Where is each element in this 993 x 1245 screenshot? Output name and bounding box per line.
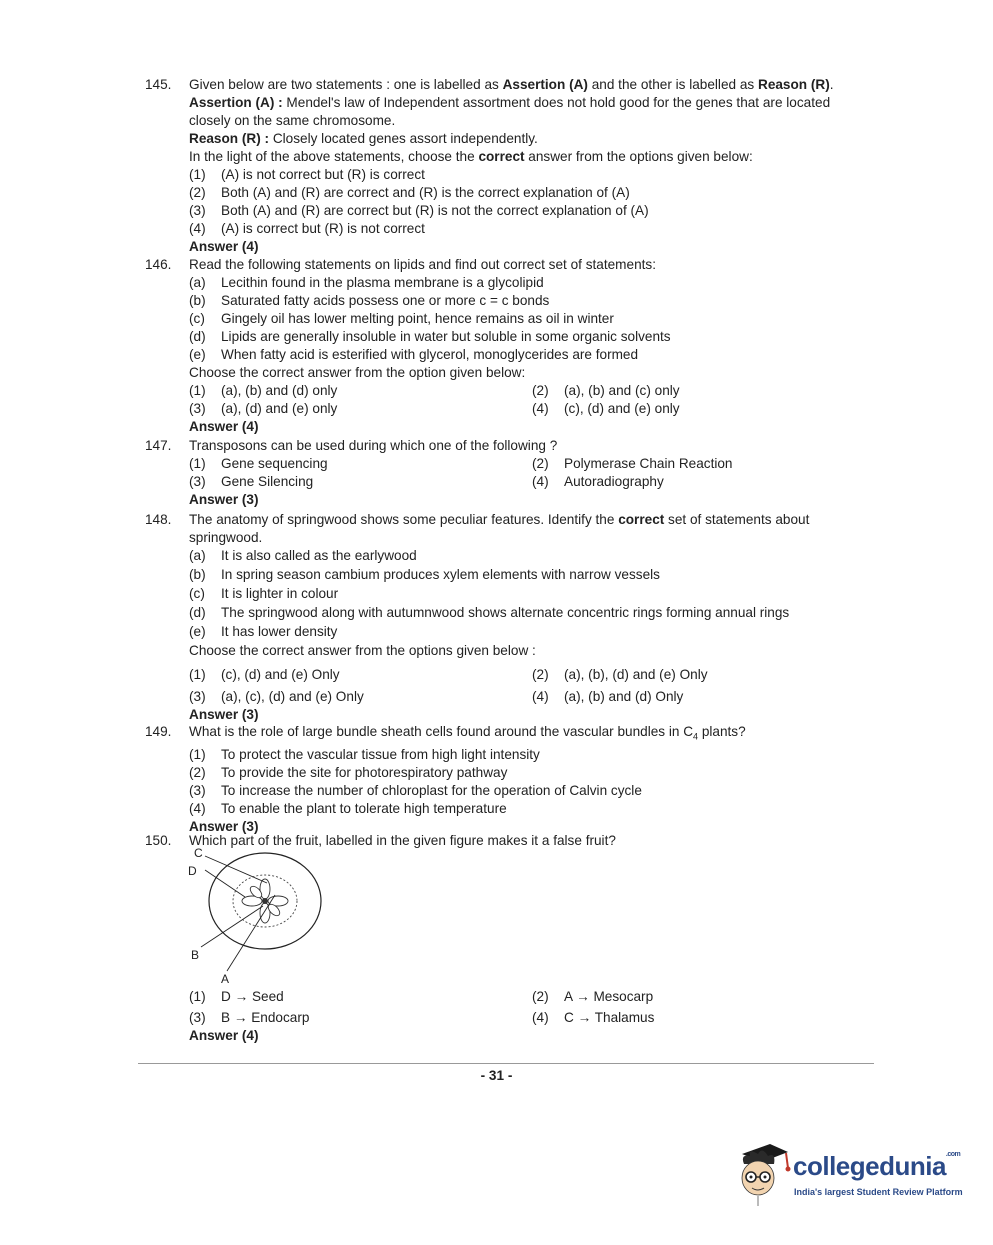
answer: Answer (4) xyxy=(189,1028,259,1043)
statement: (c) Gingely oil has lower melting point, hence remains as oil in winter xyxy=(189,311,614,326)
statement: (e) It has lower density xyxy=(189,624,338,639)
statement: (a) Lecithin found in the plasma membrane is a glycolipid xyxy=(189,275,544,290)
question-stem: The anatomy of springwood shows some peculiar features. Identify the xyxy=(189,512,619,527)
question-number: 146. xyxy=(145,257,172,272)
brand-tagline: India's largest Student Review Platform xyxy=(794,1187,963,1197)
statement: (b) In spring season cambium produces xylem elements with narrow vessels xyxy=(189,567,660,582)
q145-instruction-bold: correct xyxy=(478,149,525,164)
question-150-options xyxy=(145,988,875,1045)
page-number: - 31 - xyxy=(480,1068,513,1083)
q145-instruction-end: answer from the options given below: xyxy=(524,149,753,164)
reason-label: Reason (R) xyxy=(758,77,830,92)
option-row: (1) (c), (d) and (e) Only (2) (a), (b), (d) and (e) Only xyxy=(189,667,708,682)
brand-suffix: .com xyxy=(945,1151,961,1158)
mascot-icon xyxy=(736,1140,792,1206)
core xyxy=(262,898,268,904)
question-stem: Which part of the fruit, labelled in the given figure makes it a false fruit? xyxy=(189,833,616,848)
question-stem: What is the role of large bundle sheath cells found around the vascular bundles in C xyxy=(189,724,694,739)
option: (3) To increase the number of chloroplast for the operation of Calvin cycle xyxy=(189,782,642,798)
question-145 xyxy=(145,76,875,256)
option-row: (3) Gene Silencing (4) Autoradiography xyxy=(189,474,664,489)
option-row: (3) B → Endocarp (4) C → Thalamus xyxy=(189,1010,655,1025)
question-number: 145. xyxy=(145,77,172,92)
label-c: C xyxy=(194,846,203,860)
option-row: (1) Gene sequencing (2) Polymerase Chain Reaction xyxy=(189,456,733,471)
option: (4) (A) is correct but (R) is not correct xyxy=(189,221,425,236)
brand-name: collegedunia xyxy=(793,1151,946,1181)
option-row: (3) (a), (c), (d) and (e) Only (4) (a), (b) and (d) Only xyxy=(189,689,684,704)
question-number: 150. xyxy=(145,833,172,848)
statement: (d) Lipids are generally insoluble in water but soluble in some organic solvents xyxy=(189,329,671,344)
question-number: 148. xyxy=(145,512,172,527)
reason-prefix: Reason (R) : xyxy=(189,131,270,146)
statement: (a) It is also called as the earlywood xyxy=(189,548,417,563)
question-stem: Read the following statements on lipids and find out correct set of statements: xyxy=(189,257,656,272)
question-number: 147. xyxy=(145,438,172,453)
option: (1) To protect the vascular tissue from high light intensity xyxy=(189,746,540,762)
statement: (c) It is lighter in colour xyxy=(189,586,339,601)
answer: Answer (3) xyxy=(189,818,259,834)
question-stem-bold: correct xyxy=(618,512,665,527)
option: (1) (A) is not correct but (R) is correct xyxy=(189,167,425,182)
instruction: Choose the correct answer from the options given below : xyxy=(189,643,536,658)
statement: (e) When fatty acid is esterified with glycerol, monoglycerides are formed xyxy=(189,347,639,362)
option-row: (3) (a), (d) and (e) only (4) (c), (d) and (e) only xyxy=(189,401,680,416)
label-a: A xyxy=(221,972,230,986)
assertion-text: Mendel's law of Independent assortment does not hold good for the genes that are located closely on the same chromosome. xyxy=(189,95,831,128)
footer-divider xyxy=(138,1063,874,1064)
subscript: 4 xyxy=(693,731,699,742)
question-number: 149. xyxy=(145,724,172,739)
option: (3) Both (A) and (R) are correct but (R) is not the correct explanation of (A) xyxy=(189,203,649,218)
label-b: B xyxy=(191,948,200,962)
statement: (d) The springwood along with autumnwood shows alternate concentric rings forming annual rings xyxy=(189,605,790,620)
question-stem-end: set of statements about xyxy=(664,512,810,527)
assertion-label: Assertion (A) xyxy=(502,77,588,92)
assertion-prefix: Assertion (A) : xyxy=(189,95,283,110)
answer: Answer (4) xyxy=(189,419,259,434)
answer: Answer (4) xyxy=(189,239,259,254)
option-row: (1) D → Seed (2) A → Mesocarp xyxy=(189,989,654,1004)
label-d: D xyxy=(188,864,197,878)
question-stem: Transposons can be used during which one of the following ? xyxy=(189,438,558,453)
statement: (b) Saturated fatty acids possess one or more c = c bonds xyxy=(189,293,550,308)
question-148 xyxy=(145,511,875,724)
collegedunia-logo[interactable] xyxy=(736,1140,961,1210)
option: (4) To enable the plant to tolerate high temperature xyxy=(189,800,507,816)
q145-instruction: In the light of the above statements, choose the xyxy=(189,149,479,164)
q145-intro-mid: and the other is labelled as xyxy=(587,77,758,92)
answer: Answer (3) xyxy=(189,707,259,722)
option-row: (1) (a), (b) and (d) only (2) (a), (b) and (c) only xyxy=(189,383,680,398)
answer: Answer (3) xyxy=(189,492,259,507)
false-fruit-figure xyxy=(185,843,335,988)
question-stem-cont: springwood. xyxy=(189,530,263,545)
q145-intro-end: . xyxy=(829,77,834,92)
question-147 xyxy=(145,437,875,509)
q145-intro: Given below are two statements : one is labelled as xyxy=(189,77,503,92)
question-stem-end: plants? xyxy=(698,724,746,739)
option: (2) Both (A) and (R) are correct and (R) is the correct explanation of (A) xyxy=(189,185,630,200)
question-149 xyxy=(145,723,875,836)
reason-text: Closely located genes assort independently. xyxy=(269,131,538,146)
label-line-d xyxy=(205,870,245,897)
question-146 xyxy=(145,256,875,436)
instruction: Choose the correct answer from the option given below: xyxy=(189,365,526,380)
option: (2) To provide the site for photorespiratory pathway xyxy=(189,764,508,780)
